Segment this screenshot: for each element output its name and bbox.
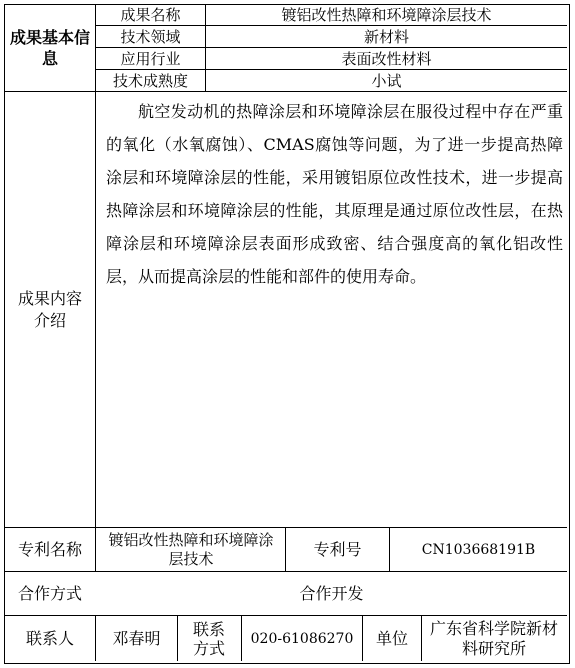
maturity-label: 技术成熟度 <box>112 71 188 90</box>
patent-number-value: CN103668191B <box>421 541 536 558</box>
row-divider <box>5 91 567 92</box>
patent-number-label: 专利号 <box>313 539 362 559</box>
unit-value: 广东省科学院新材料研究所 <box>429 618 558 658</box>
achievement-form <box>4 4 570 664</box>
unit-label: 单位 <box>375 628 408 648</box>
col-divider <box>421 615 422 661</box>
tech-field-label: 技术领域 <box>120 27 181 46</box>
industry-label: 应用行业 <box>120 49 181 68</box>
contact-method-value: 020-61086270 <box>250 630 354 647</box>
basic-info-label: 成果基本信息 <box>9 28 90 68</box>
contact-person-value: 邓春明 <box>112 628 161 648</box>
achievement-name-value: 镀铝改性热障和环境障涂层技术 <box>281 6 492 24</box>
content-description: 航空发动机的热障涂层和环境障涂层在服役过程中存在严重的氧化（水氧腐蚀）、CMAS腐蚀等问题，为了进一步提高热障涂层和环境障涂层的性能，采用镀铝原位改性技术，进一步提高热障涂层和环境障涂层的性能，其原理是通过原位改性层，在热障涂层和环境障涂层表面形成致密、结合强度高的氧化铝改性层，从而提高涂层的性能和部件的使用寿命。 <box>106 102 563 286</box>
tech-field-value: 新材料 <box>363 27 409 46</box>
contact-person-label: 联系人 <box>25 628 74 648</box>
achievement-name-label: 成果名称 <box>120 6 181 24</box>
content-section-label: 成果内容介绍 <box>17 288 82 330</box>
col-divider <box>177 615 178 661</box>
maturity-value: 小试 <box>371 71 402 90</box>
cooperation-value: 合作开发 <box>299 583 364 603</box>
contact-method-label: 联系方式 <box>192 619 225 658</box>
patent-name-label: 专利名称 <box>17 539 82 559</box>
patent-name-value: 镀铝改性热障和环境障涂层技术 <box>108 530 274 568</box>
industry-value: 表面改性材料 <box>341 49 432 68</box>
cooperation-label: 合作方式 <box>17 583 82 603</box>
